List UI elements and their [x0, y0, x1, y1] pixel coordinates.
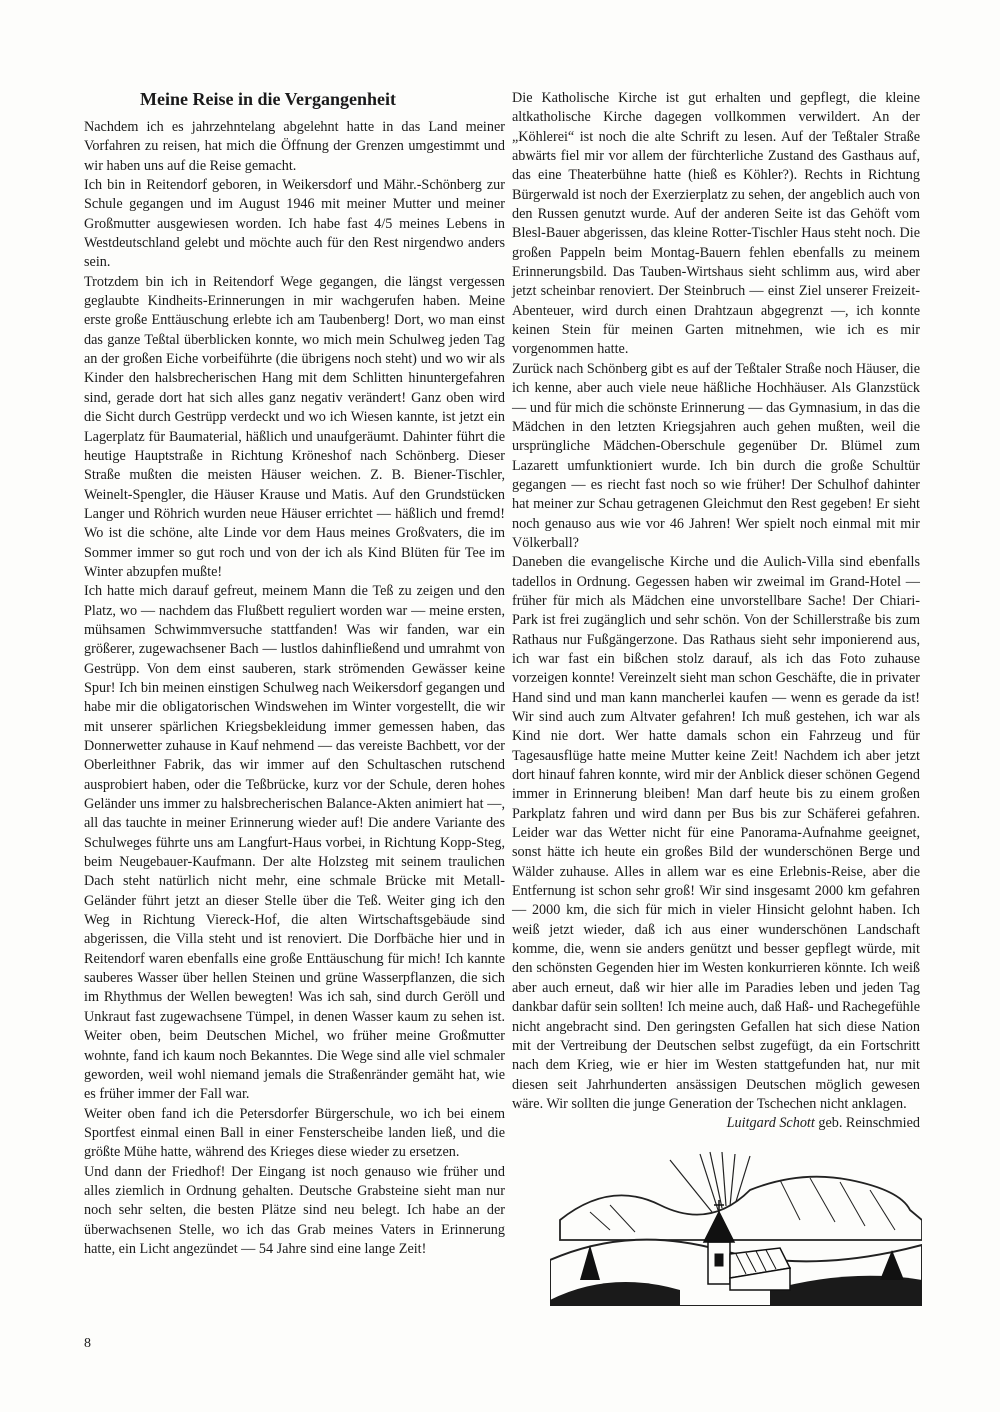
- author-signature: [512, 1114, 920, 1133]
- paragraph: Trotzdem bin ich in Reitendorf Wege gegangen, die längst vergessen geglaubte Kindheits-Erinnerungen in mir wachgerufen haben. Meine erste große Enttäuschung erlebte ich am Taubenberg! Dort, wo man einst das ganze Teßtal überblicken konnte, wo mich mein Schulweg jeden Tag an der großen Eiche vorbeiführte (die übrigens noch steht) und wo wir als Kinder den halsbrecherischen Hang mit dem Schlitten hinuntergefahren sind, gerade dort hat sich alles ganz negativ verändert! Ganz oben wird die Sicht durch Gestrüpp verdeckt und wo ich Wiesen kannte, ist jetzt ein Lagerplatz für Baumaterial, häßlich und unaufgeräumt. Dahinter führt die heutige Hauptstraße in Richtung Kröneshof nach Schönberg. Dieser Straße mußten die meisten Häuser weichen. Z. B. Biener-Tischler, Weinelt-Spengler, die Häuser Krause und Matis. Auf den Grundstücken Langer und Röhrich wurden neue Häuser errichtet — häßlich und fremd! Wo ist die schöne, alte Linde vor dem Haus meines Großvaters, die im Sommer immer so gut roch und von der ich als Kind Blüten für Tee im Winter abzupfen mußte!: [84, 273, 505, 580]
- article-title: Meine Reise in die Vergangenheit: [140, 89, 396, 109]
- article-column-right: [512, 89, 920, 1134]
- page-number: 8: [84, 1336, 91, 1351]
- author-name: Luitgard Schott: [726, 1115, 815, 1132]
- church-landscape-icon: [550, 1150, 922, 1306]
- paragraph: Ich hatte mich darauf gefreut, meinem Mann die Teß zu zeigen und den Platz, wo — nachdem das Flußbett reguliert worden war — meine ersten, mühsamen Schwimmversuche stattfanden! Was wir fanden, war ein größerer, zugewachsener Bach — lustlos dahinfließend und umrahmt von Gestrüpp. Von dem einst sauberen, stark strömenden Gewässer keine Spur! Ich bin meinen einstigen Schulweg nach Weikersdorf gegangen und habe mir die obligatorischen Windswehen im Winter vorgestellt, die wir mit unserer spärlichen Kriegsbekleidung immer gemessen haben, das Donnerwetter zuhause in Kauf nehmend — das vereiste Bachbett, vor der Oberleithner Fabrik, das wir immer auf den Schultaschen rutschend ausprobiert haben, oder die Teßbrücke, kurz vor der Schule, deren hohes Geländer uns immer zu halsbrecherischen Balance-Akten animiert hat —, all das tauchte in meiner Erinnerung wieder auf! Die andere Variante des Schulweges führte uns am Langfurt-Haus vorbei, in Richtung Kopp-Steg, beim Neugebauer-Kaufmann. Der alte Holzsteg mit seinem traulichen Dach steht natürlich nicht mehr, eine schmale Brücke mit Metall-Geländer führt jetzt an dieser Stelle über die Teß. Weiter ging ich den Weg in Richtung Viereck-Hof, die alten Wirtschaftsgebäude sind abgerissen, die Villa steht und ist renoviert. Die Dorfbäche hier und in Reitendorf waren ebenfalls eine große Enttäuschung für mich! Ich kannte sauberes Wasser über hellen Steinen und grüne Wasserpflanzen, die sich im Rhythmus der Wellen bewegten! Was ich sah, sind durch Geröll und Unkraut fast zugewachsene Tümpel, in denen Wasser kaum zu sehen ist. Weiter oben, beim Deutschen Michel, wo früher meine Großmutter wohnte, fand ich kaum noch Bekanntes. Die Wege sind alle viel schmaler geworden, weil wohl niemand jemals die Straßenränder gemäht hat, wie es früher immer der Fall war.: [84, 583, 505, 1103]
- author-maiden-name: geb. Reinschmied: [818, 1115, 920, 1132]
- paragraph: Nachdem ich es jahrzehntelang abgelehnt hatte in das Land meiner Vorfahren zu reisen, hat mich die Öffnung der Grenzen umgestimmt und wir haben uns auf die Reise gemacht.: [84, 119, 505, 174]
- paragraph: Und dann der Friedhof! Der Eingang ist noch genauso wie früher und alles ziemlich in Ordnung gehalten. Deutsche Grabsteine sieht man nur noch sehr selten, die besten Plätze sind neu belegt. Ich habe an der überwachsenen Stelle, wo ich das Grab meines Vaters in Erinnerung hatte, ein Licht angezündet — 54 Jahre sind eine lange Zeit!: [84, 1163, 505, 1257]
- article-column-left: [84, 118, 505, 1259]
- paragraph: Ich bin in Reitendorf geboren, in Weikersdorf und Mähr.-Schönberg zur Schule gegangen und im August 1946 mit meiner Mutter und meiner Großmutter ausgewiesen worden. Ich habe fast 4/5 meines Lebens in Westdeutschland gelebt und möchte auch für den Rest nirgendwo anders sein.: [84, 177, 505, 271]
- paragraph: Zurück nach Schönberg gibt es auf der Teßtaler Straße noch Häuser, die ich kenne, aber auch viele neue häßliche Hochhäuser. Als Glanzstück — und für mich die schönste Erinnerung — das Gymnasium, in das die Mädchen in den letzten Kriegsjahren auch gehen mußten, weil die ursprüngliche Mädchen-Oberschule gegenüber Dr. Blümel zum Lazarett umfunktioniert wurde. Ich bin durch die große Schultür gegangen — es riecht fast noch so wie früher! Der Schulhof dahinter hat meiner zur Schau getragenen Gleichmut den Rest gegeben! Er sieht noch genauso aus wie vor 46 Jahren! Wer spielt noch einmal mit mir Völkerball?: [512, 360, 920, 551]
- paragraph: Die Katholische Kirche ist gut erhalten und gepflegt, die kleine altkatholische Kirche dagegen vollkommen verwildert. An der „Köhlerei“ ist noch die alte Schrift zu lesen. Auf der Teßtaler Straße abwärts fiel mir vor allem der fürchterliche Zustand des Gasthaus auf, das eine Theaterbühne hatte (hieß es Köhler?). Rechts in Richtung Bürgerwald ist noch der Exerzierplatz zu sehen, der angeblich auch von den Russen genutzt wurde. Auf der anderen Seite ist das Gehöft vom Blesl-Bauer abgerissen, das kleine Rotter-Tischler Haus steht noch. Die großen Pappeln beim Montag-Bauern fehlen ebenfalls zu meinem Erinnerungsbild. Das Tauben-Wirtshaus sieht schlimm aus, wird aber jetzt scheinbar renoviert. Der Steinbruch — einst Ziel unserer Freizeit-Abenteuer, wird durch einen Drahtzaun abgegrenzt —, ich konnte keinen Stein für meinen Garten mitnehmen, wie ich es mir vorgenommen hatte.: [512, 90, 920, 358]
- paragraph: Daneben die evangelische Kirche und die Aulich-Villa sind ebenfalls tadellos in Ordnung. Gegessen haben wir zweimal im Grand-Hotel — früher für mich als Mädchen eine unvorstellbare Sache! Der Chiari-Park ist frei zugänglich und sehr schön. Von der Schillerstraße bis zum Rathaus nur Fußgängerzone. Das Rathaus sieht sehr imponierend aus, ich war fast ein bißchen stolz darauf, als ich das Foto zuhause vorzeigen konnte! Vereinzelt sieht man schon Geschäfte, die in privater Hand sind und man kann mancherlei kaufen — wenn es gerade da ist! Wir sind auch zum Altvater gefahren! Ich muß gestehen, ich war als Kind nie dort. Wer hatte damals schon ein Fahrzeug und für Tagesausflüge hatte meine Mutter keine Zeit! Nachdem ich aber jetzt dort hinauf fahren konnte, wird mir der Anblick dieser schönen Gegend immer in Erinnerung bleiben! Man darf heute bis zu einem großen Parkplatz fahren und wird dann per Bus bis zur Schäferei gefahren. Leider war das Wetter nicht für eine Panorama-Aufnahme geeignet, sonst hätte ich heute ein großes Bild der wunderschönen Berge und Wälder zuhause. Alles in allem war es eine Erlebnis-Reise, aber die Entfernung ist schon sehr groß! Wir sind insgesamt 2000 km gefahren — 2000 km, die sich für mich in vieler Hinsicht gelohnt haben. Ich weiß jetzt wieder, daß ich aus einer wunderschönen Landschaft komme, die, wenn sie anders genützt und besser gepflegt würde, mit den schönsten Gegenden hier im Westen konkurrieren könnte. Ich weiß aber auch erneut, daß wir hier alle im Paradies leben und jeden Tag dankbar dafür sein sollten! Ich meine auch, daß Haß- und Rachegefühle nicht angebracht sind. Den geringsten Gefallen hat sich diese Nation mit der Vertreibung der Deutschen selbst zugefügt, da ein Fortschritt nach dem Krieg, wie er hier im Westen stattgefunden hat, nur mit diesen seit Jahrhunderten ansässigen Deutschen möglich gewesen wäre. Wir sollten die junge Generation der Tschechen nicht anklagen.: [512, 554, 920, 1112]
- paragraph: Weiter oben fand ich die Petersdorfer Bürgerschule, wo ich bei einem Sportfest einmal einen Ball in einer Fensterscheibe landen ließ, und die größte Mühe hatte, während des Krieges diese wieder zu ersetzen.: [84, 1105, 505, 1161]
